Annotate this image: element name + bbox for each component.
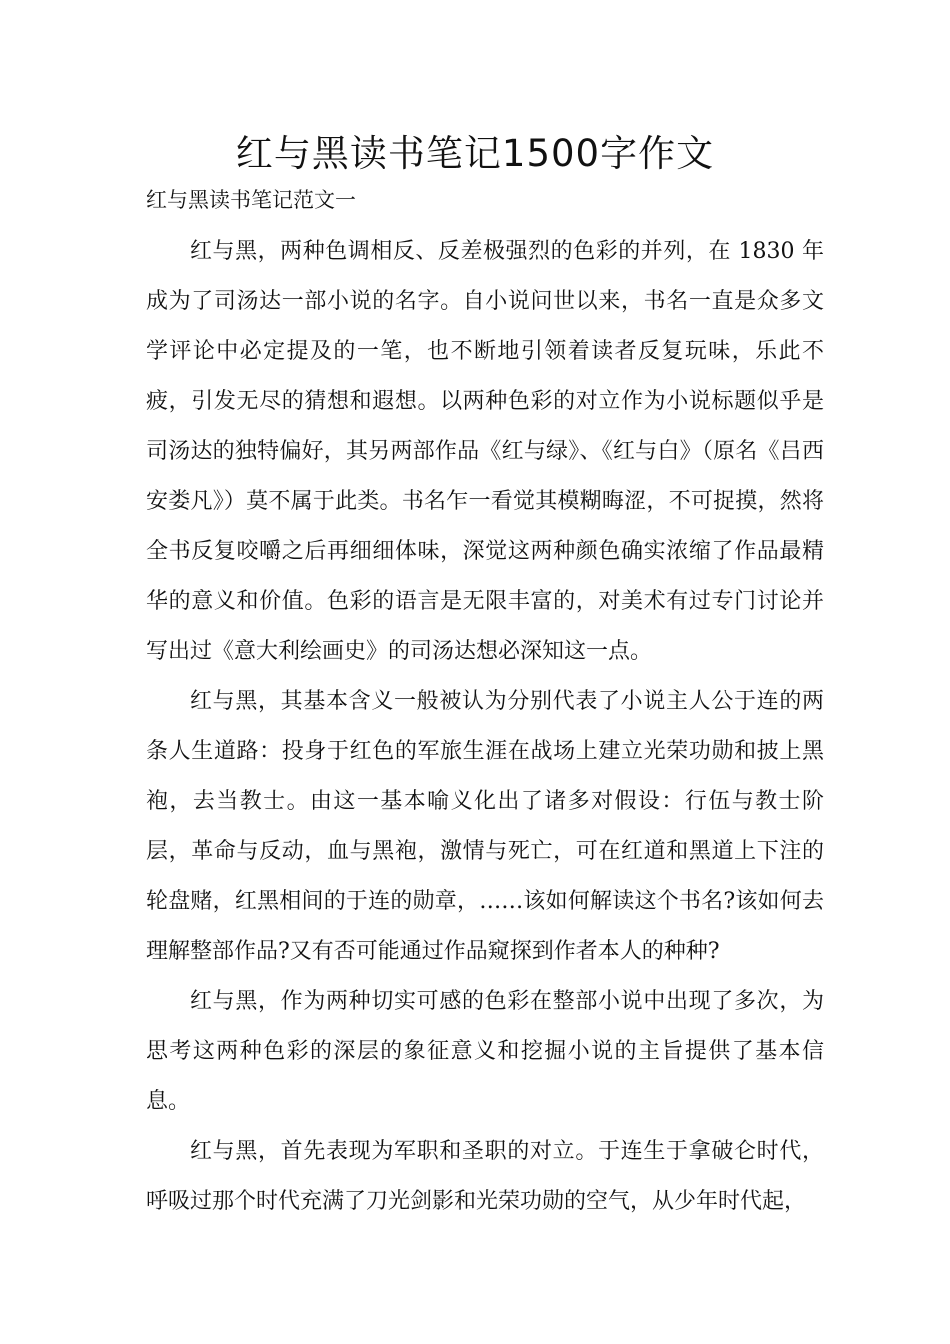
- document-body: [146, 227, 824, 1227]
- document-subtitle: 红与黑读书笔记范文一: [146, 188, 356, 212]
- paragraph-2: 红与黑，其基本含义一般被认为分别代表了小说主人公于连的两条人生道路：投身于红色的军旅生涯在战场上建立光荣功勋和披上黑袍，去当教士。由这一基本喻义化出了诸多对假设：行伍与教士阶层，革命与反动，血与黑袍，激情与死亡，可在红道和黑道上下注的轮盘赌，红黑相间的于连的勋章，……该如何解读这个书名?该如何去理解整部作品?又有否可能通过作品窥探到作者本人的种种?: [146, 689, 824, 964]
- document-title: 红与黑读书笔记1500字作文: [235, 132, 715, 175]
- paragraph-4: 红与黑，首先表现为军职和圣职的对立。于连生于拿破仑时代，呼吸过那个时代充满了刀光剑影和光荣功勋的空气，从少年时代起，: [146, 1139, 824, 1214]
- paragraph-1: 红与黑，两种色调相反、反差极强烈的色彩的并列，在 1830 年成为了司汤达一部小说的名字。自小说问世以来，书名一直是众多文学评论中必定提及的一笔，也不断地引领着读者反复玩味，乐此不疲，引发无尽的猜想和遐想。以两种色彩的对立作为小说标题似乎是司汤达的独特偏好，其另两部作品《红与绿》、《红与白》（原名《吕西安娄凡》）莫不属于此类。书名乍一看觉其模糊晦涩，不可捉摸，然将全书反复咬嚼之后再细细体味，深觉这两种颜色确实浓缩了作品最精华的意义和价值。色彩的语言是无限丰富的，对美术有过专门讨论并写出过《意大利绘画史》的司汤达想必深知这一点。: [146, 239, 824, 664]
- paragraph-3: 红与黑，作为两种切实可感的色彩在整部小说中出现了多次，为思考这两种色彩的深层的象征意义和挖掘小说的主旨提供了基本信息。: [146, 989, 824, 1114]
